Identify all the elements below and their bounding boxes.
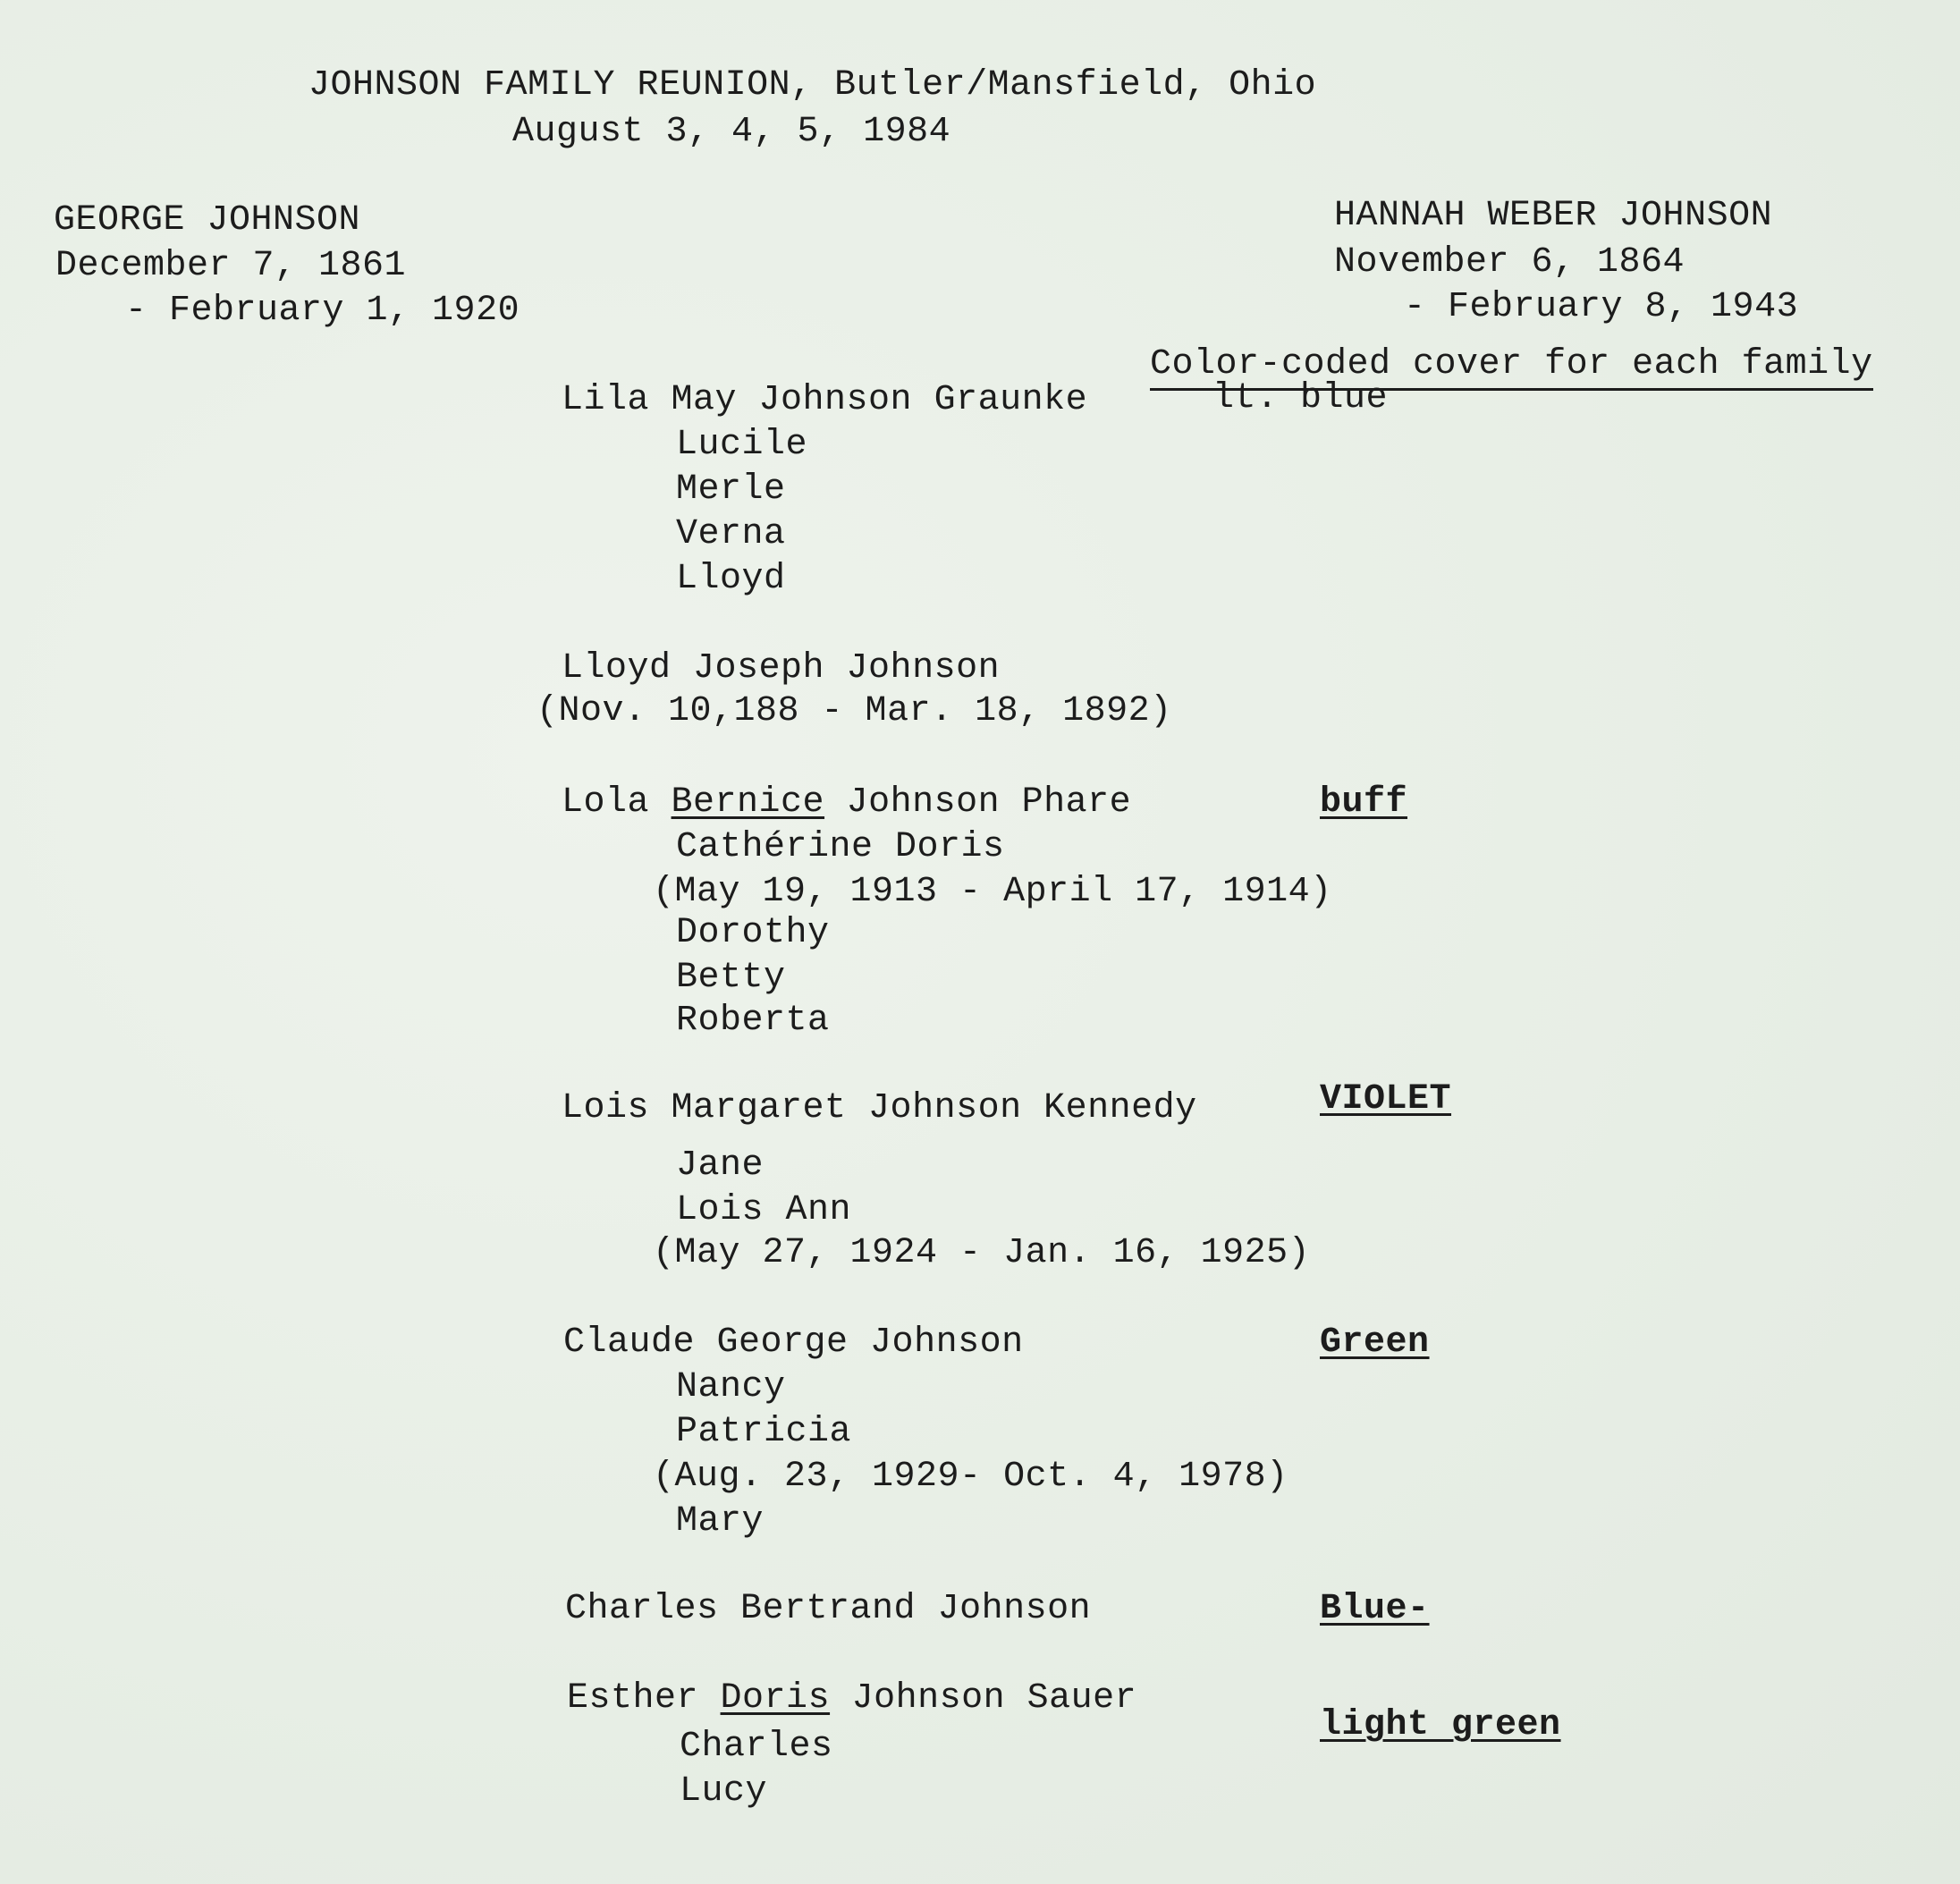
color-coded-note: Color-coded cover for each family xyxy=(1150,343,1873,391)
claude-child: Patricia xyxy=(676,1412,852,1452)
esther-last: Johnson Sauer xyxy=(851,1678,1137,1719)
lola-middle: Bernice xyxy=(671,782,825,823)
lola-child: Betty xyxy=(676,958,786,998)
george-died: - February 1, 1920 xyxy=(125,291,520,331)
lila-child: Lucile xyxy=(676,425,808,465)
george-born: December 7, 1861 xyxy=(55,246,407,286)
esther-child: Lucy xyxy=(680,1771,768,1812)
reunion-dates: August 3, 4, 5, 1984 xyxy=(512,112,951,152)
lola-child: Cathérine Doris xyxy=(676,827,1005,867)
lola-first: Lola xyxy=(562,782,650,823)
charles-parent: Charles Bertrand Johnson xyxy=(565,1589,1092,1629)
lila-child: Lloyd xyxy=(676,559,786,599)
esther-first: Esther xyxy=(567,1678,699,1719)
hannah-died: - February 8, 1943 xyxy=(1404,287,1799,327)
claude-parent: Claude George Johnson xyxy=(563,1322,1024,1363)
lloyd-dates: (Nov. 10,188 - Mar. 18, 1892) xyxy=(536,691,1172,731)
lola-child: Dorothy xyxy=(676,913,830,953)
lois-parent: Lois Margaret Johnson Kennedy xyxy=(562,1088,1197,1128)
claude-child: Mary xyxy=(676,1501,765,1542)
hannah-name: HANNAH WEBER JOHNSON xyxy=(1334,196,1773,236)
claude-color: Green xyxy=(1320,1322,1430,1363)
esther-child: Charles xyxy=(680,1727,833,1767)
lloyd-parent: Lloyd Joseph Johnson xyxy=(562,648,1001,689)
lola-child: Roberta xyxy=(676,1001,830,1041)
document-title: JOHNSON FAMILY REUNION, Butler/Mansfield, Ohio xyxy=(308,65,1317,106)
lola-parent xyxy=(562,781,1131,824)
esther-color: light green xyxy=(1320,1705,1561,1745)
lola-color: buff xyxy=(1320,782,1408,823)
claude-child-dates: (Aug. 23, 1929- Oct. 4, 1978) xyxy=(653,1457,1288,1497)
lila-color: lt. blue xyxy=(1212,378,1389,418)
lois-child: Jane xyxy=(676,1145,765,1186)
esther-parent xyxy=(567,1677,1136,1720)
hannah-born: November 6, 1864 xyxy=(1334,242,1685,283)
lola-last: Johnson Phare xyxy=(846,782,1132,823)
lois-child-dates: (May 27, 1924 - Jan. 16, 1925) xyxy=(653,1233,1311,1273)
lila-child: Verna xyxy=(676,514,786,554)
charles-color: Blue- xyxy=(1320,1589,1430,1629)
claude-child: Nancy xyxy=(676,1367,786,1407)
lois-child: Lois Ann xyxy=(676,1190,852,1230)
lola-child-dates: (May 19, 1913 - April 17, 1914) xyxy=(653,872,1332,912)
lila-child: Merle xyxy=(676,469,786,510)
lois-color: VIOLET xyxy=(1320,1079,1452,1119)
esther-middle: Doris xyxy=(720,1678,831,1719)
lila-parent: Lila May Johnson Graunke xyxy=(562,380,1088,420)
george-name: GEORGE JOHNSON xyxy=(54,200,361,241)
